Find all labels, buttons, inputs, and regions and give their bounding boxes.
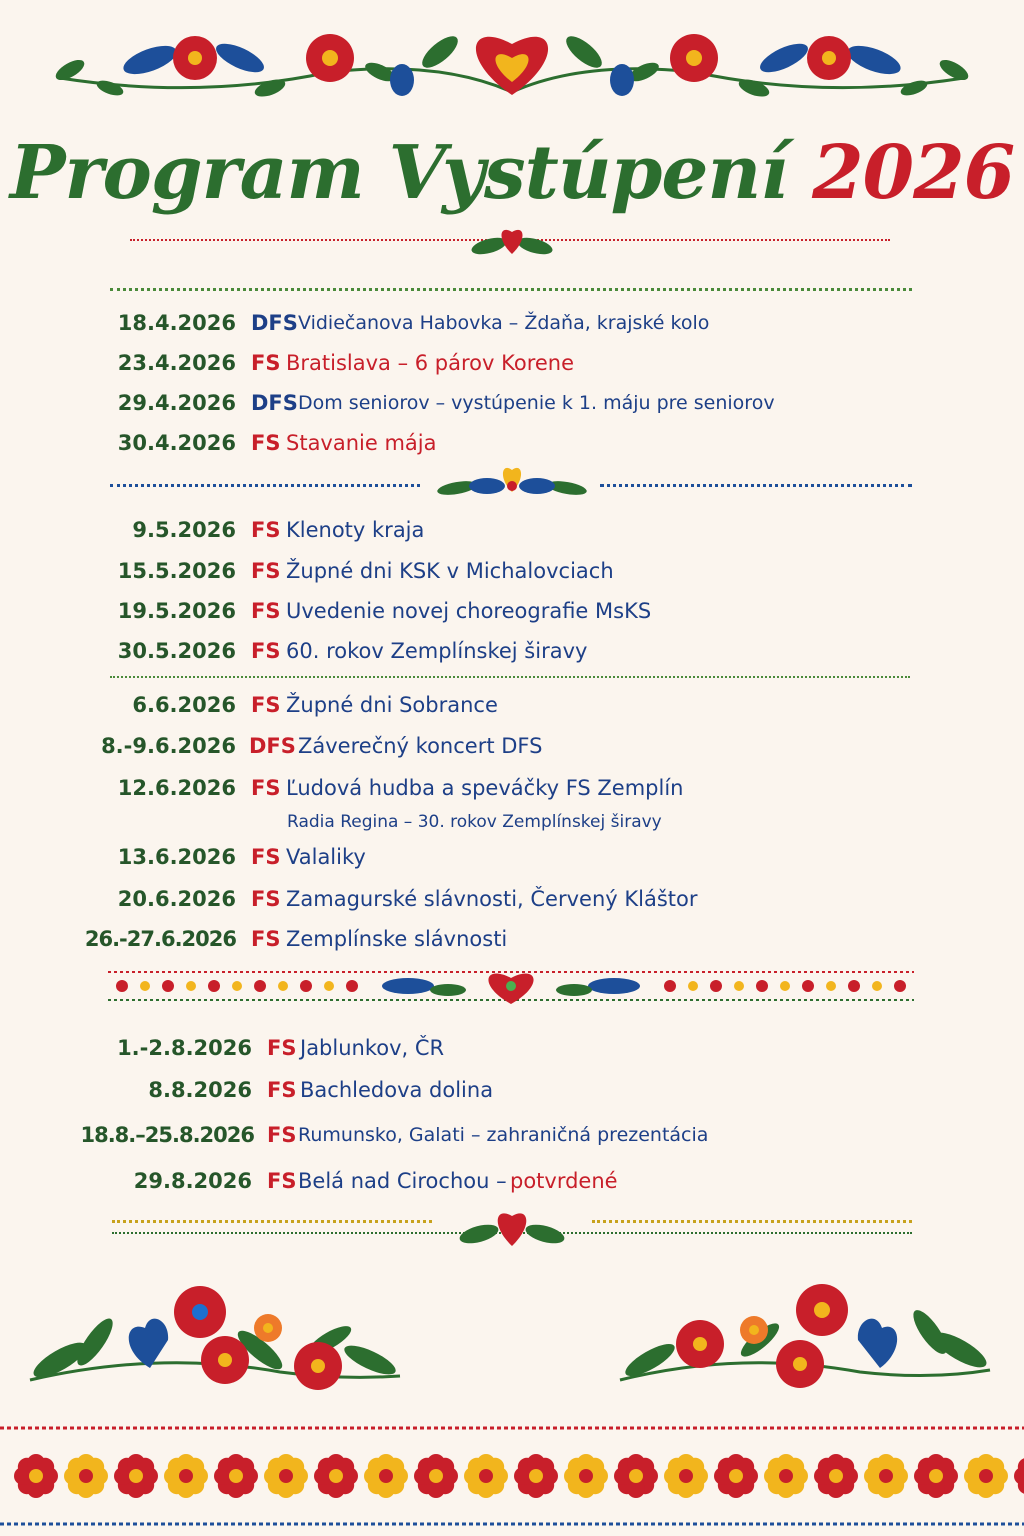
event-date: 30.5.2026 xyxy=(117,639,236,663)
event-date: 30.4.2026 xyxy=(117,431,236,455)
event-description: Župné dni KSK v Michalovciach xyxy=(286,559,614,583)
event-row xyxy=(0,726,1024,766)
event-ensemble: FS xyxy=(251,351,281,375)
title-year: 2026 xyxy=(812,130,1015,216)
event-date: 18.4.2026 xyxy=(117,311,236,335)
event-date: 1.-2.8.2026 xyxy=(117,1036,252,1060)
event-date: 26.-27.6.2026 xyxy=(84,927,236,951)
event-row xyxy=(0,383,1024,423)
event-description: Bratislava – 6 párov Korene xyxy=(286,351,575,375)
flower-center-icon xyxy=(79,1469,93,1483)
flower-center-icon xyxy=(279,1469,293,1483)
event-ensemble: FS xyxy=(267,1169,297,1193)
event-date: 23.4.2026 xyxy=(117,351,236,375)
event-date: 18.8.–25.8.2026 xyxy=(80,1123,254,1147)
section-divider xyxy=(112,1220,432,1223)
event-ensemble: FS xyxy=(251,639,281,663)
event-row xyxy=(0,631,1024,671)
event-ensemble: FS xyxy=(251,431,281,455)
event-row xyxy=(0,837,1024,877)
event-date: 29.4.2026 xyxy=(117,391,236,415)
event-ensemble: FS xyxy=(251,693,281,717)
event-description: Stavanie mája xyxy=(286,431,437,455)
event-ensemble: FS xyxy=(251,518,281,542)
event-ensemble: FS xyxy=(267,1036,297,1060)
section-divider xyxy=(110,288,912,291)
event-row xyxy=(0,1070,1024,1110)
flower-center-icon xyxy=(679,1469,693,1483)
flower-center-icon xyxy=(29,1469,43,1483)
flower-center-icon xyxy=(579,1469,593,1483)
title-text: Program Vystúpení xyxy=(9,130,788,216)
section-divider xyxy=(600,484,912,487)
event-row xyxy=(0,303,1024,343)
flower-icon xyxy=(467,220,557,260)
event-ensemble: FS xyxy=(251,776,281,800)
flower-center-icon xyxy=(879,1469,893,1483)
event-description: 60. rokov Zemplínskej širavy xyxy=(286,639,588,663)
event-date: 20.6.2026 xyxy=(117,887,236,911)
event-ensemble: FS xyxy=(251,599,281,623)
flower-center-icon xyxy=(729,1469,743,1483)
event-description: Uvedenie novej choreografie MsKS xyxy=(286,599,652,623)
event-description: Zemplínske slávnosti xyxy=(286,927,508,951)
event-row xyxy=(0,879,1024,919)
event-ensemble: FS xyxy=(251,887,281,911)
event-ensemble: DFS xyxy=(249,734,296,758)
event-description: Ľudová hudba a speváčky FS Zemplín xyxy=(286,776,684,800)
event-row xyxy=(0,1028,1024,1068)
event-ensemble: FS xyxy=(251,559,281,583)
section-divider xyxy=(110,676,910,678)
event-ensemble: DFS xyxy=(251,311,298,335)
event-date: 9.5.2026 xyxy=(132,518,236,542)
event-description: Rumunsko, Galati – zahraničná prezentácia xyxy=(298,1124,709,1146)
event-ensemble: DFS xyxy=(251,391,298,415)
page-title xyxy=(0,118,1024,228)
event-status: potvrdené xyxy=(510,1169,618,1193)
event-row xyxy=(0,1161,1024,1201)
event-ensemble: FS xyxy=(267,1078,297,1102)
flower-center-icon xyxy=(479,1469,493,1483)
folk-ornament-divider xyxy=(432,462,592,502)
event-date: 8.-9.6.2026 xyxy=(101,734,236,758)
folk-ornament-bottom xyxy=(0,1280,1024,1536)
event-row xyxy=(0,591,1024,631)
event-date: 8.8.2026 xyxy=(148,1078,252,1102)
flower-center-icon xyxy=(629,1469,643,1483)
event-description: Zamagurské slávnosti, Červený Kláštor xyxy=(286,887,698,911)
event-description: Klenoty kraja xyxy=(286,518,425,542)
event-row xyxy=(0,343,1024,383)
event-description: Belá nad Cirochou – xyxy=(298,1169,507,1193)
event-description: Valaliky xyxy=(286,845,366,869)
event-ensemble: FS xyxy=(267,1123,297,1147)
flower-center-icon xyxy=(529,1469,543,1483)
flower-center-icon xyxy=(779,1469,793,1483)
event-date: 19.5.2026 xyxy=(117,599,236,623)
flower-center-icon xyxy=(329,1469,343,1483)
flower-center-icon xyxy=(229,1469,243,1483)
event-description: Župné dni Sobrance xyxy=(286,693,498,717)
event-row xyxy=(0,919,1024,959)
folk-ornament-top xyxy=(0,0,1024,110)
event-date: 29.8.2026 xyxy=(133,1169,252,1193)
event-date: 13.6.2026 xyxy=(117,845,236,869)
section-divider xyxy=(592,1220,912,1223)
event-date: 6.6.2026 xyxy=(132,693,236,717)
event-subtitle: Radia Regina – 30. rokov Zemplínskej širavy xyxy=(287,812,662,832)
event-ensemble: FS xyxy=(251,927,281,951)
flower-center-icon xyxy=(379,1469,393,1483)
event-date: 12.6.2026 xyxy=(117,776,236,800)
event-row xyxy=(0,1115,1024,1155)
flower-center-icon xyxy=(929,1469,943,1483)
flower-center-icon xyxy=(129,1469,143,1483)
event-description: Jablunkov, ČR xyxy=(300,1036,445,1060)
event-description: Záverečný koncert DFS xyxy=(298,734,543,758)
event-date: 15.5.2026 xyxy=(117,559,236,583)
section-divider xyxy=(110,484,420,487)
event-description: Dom seniorov – vystúpenie k 1. máju pre seniorov xyxy=(298,392,775,414)
flower-icon xyxy=(457,1204,567,1250)
event-description: Vidiečanova Habovka – Ždaňa, krajské kolo xyxy=(298,312,710,334)
flower-center-icon xyxy=(429,1469,443,1483)
event-row xyxy=(0,510,1024,550)
flower-center-icon xyxy=(829,1469,843,1483)
event-ensemble: FS xyxy=(251,845,281,869)
event-description: Bachledova dolina xyxy=(300,1078,494,1102)
event-row xyxy=(0,551,1024,591)
event-row xyxy=(0,768,1024,808)
folk-ornament-border xyxy=(108,968,918,1008)
flower-center-icon xyxy=(179,1469,193,1483)
flower-center-icon xyxy=(979,1469,993,1483)
event-row xyxy=(0,423,1024,463)
event-row xyxy=(0,685,1024,725)
